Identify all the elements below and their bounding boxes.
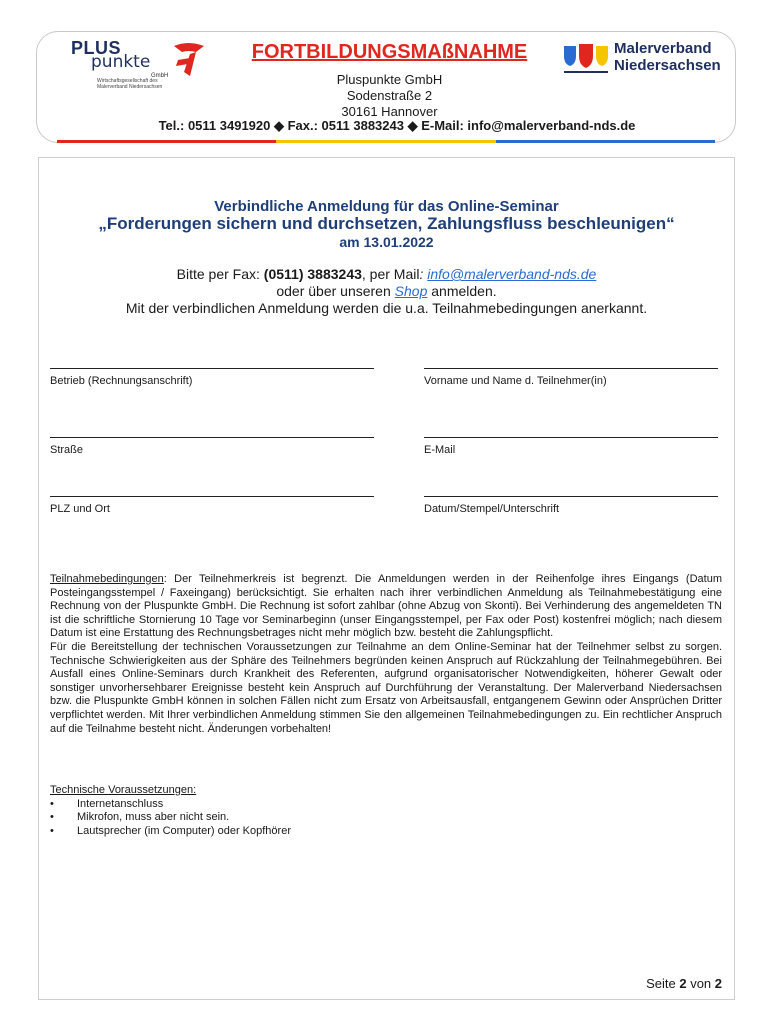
page-total: 2 bbox=[714, 976, 722, 991]
shop-prefix: oder über unseren bbox=[276, 283, 395, 299]
street-field-line bbox=[50, 437, 374, 438]
document-title: FORTBILDUNGSMAßNAHME bbox=[251, 41, 528, 63]
logo-plus-text: PLUS bbox=[71, 38, 122, 58]
list-item: • Mikrofon, muss aber nicht sein. bbox=[50, 811, 650, 825]
email-field[interactable] bbox=[424, 437, 718, 456]
mail-colon: : bbox=[419, 266, 428, 282]
company-city: 30161 Hannover bbox=[341, 104, 438, 119]
email-field-line bbox=[424, 437, 718, 438]
red-brush-mark-icon bbox=[170, 40, 206, 80]
street-field-label: Straße bbox=[50, 444, 84, 456]
pluspunkte-logo bbox=[67, 38, 207, 100]
page-prefix: Seite bbox=[646, 976, 680, 991]
email-field-label: E-Mail bbox=[424, 444, 456, 456]
page-number bbox=[646, 976, 722, 991]
shop-suffix: anmelden. bbox=[427, 283, 497, 299]
letterhead bbox=[36, 31, 736, 143]
mail-prefix: , per Mail bbox=[361, 266, 420, 282]
company-field-line bbox=[50, 368, 374, 369]
page-current: 2 bbox=[679, 976, 687, 991]
fax-prefix: Bitte per Fax: bbox=[176, 266, 264, 282]
signature-field-label: Datum/Stempel/Unterschrift bbox=[424, 503, 560, 515]
participant-field[interactable] bbox=[424, 368, 718, 387]
tech-label: Technische Voraussetzungen: bbox=[50, 784, 197, 796]
fax-number: (0511) 3883243 bbox=[263, 266, 362, 282]
page-mid: von bbox=[686, 976, 715, 991]
zip-city-field[interactable] bbox=[50, 496, 374, 515]
logo-line-2: Niedersachsen bbox=[614, 57, 721, 74]
instruction-line-2 bbox=[38, 283, 735, 299]
logo-subtitle: Wirtschaftsgesellschaft des Malerverband Niedersachsen bbox=[97, 78, 163, 90]
company-field[interactable] bbox=[50, 368, 374, 387]
signature-field[interactable] bbox=[424, 496, 718, 515]
coat-of-arms-shields-icon bbox=[562, 42, 610, 76]
street-field[interactable] bbox=[50, 437, 374, 456]
tech-requirements bbox=[50, 784, 650, 838]
participant-field-line bbox=[424, 368, 718, 369]
zip-city-field-line bbox=[50, 496, 374, 497]
registration-heading: Verbindliche Anmeldung für das Online-Seminar bbox=[214, 198, 559, 215]
shop-link[interactable]: Shop bbox=[394, 283, 428, 299]
email-link[interactable]: info@malerverband-nds.de bbox=[427, 266, 597, 282]
company-street: Sodenstraße 2 bbox=[346, 88, 433, 103]
header-color-bar bbox=[57, 140, 715, 143]
instruction-line-3: Mit der verbindlichen Anmeldung werden die u.a. Teilnahmebedingungen anerkannt. bbox=[125, 300, 648, 316]
participant-field-label: Vorname und Name d. Teilnehmer(in) bbox=[424, 375, 607, 387]
seminar-title: „Forderungen sichern und durchsetzen, Zahlungsfluss beschleunigen“ bbox=[98, 214, 675, 233]
terms-paragraph-2: Für die Bereitstellung der technischen Voraussetzungen zur Teilnahme an dem Online-Seminar hat der Teilnehmer selbst zu sorgen. Technische Schwierigkeiten aus der Sphäre des Teilnehmers begründen keinen Anspruch auf Rückzahlung der Teilnahmegebühren. Bei Ausfall eines Online-Seminars durch Krankheit des Referenten, aufgrund organisatorischer Notwendigkeiten, höherer Gewalt oder sonstiger unvorhersehbarer Ereignisse besteht kein Anspruch auf Durchführung der Veranstaltung. Der Malerverband Niedersachsen bzw. die Pluspunkte GmbH können in solchen Fällen nicht zum Ersatz von Arbeitsausfall, entgangenem Gewinn oder Ansprüchen Dritter verpflichtet werden. Mit Ihrer verbindlichen Anmeldung stimmen Sie den allgemeinen Teilnahmebedingungen zu. Ein rechtlicher Anspruch auf die Teilnahme besteht nicht. Änderungen vorbehalten! bbox=[50, 640, 722, 735]
malerverband-logo bbox=[562, 40, 732, 90]
contact-line: Tel.: 0511 3491920 ◆ Fax.: 0511 3883243 ◆ E-Mail: info@malerverband-nds.de bbox=[158, 118, 636, 133]
tech-list bbox=[50, 798, 650, 839]
signature-field-line bbox=[424, 496, 718, 497]
company-name: Pluspunkte GmbH bbox=[336, 72, 443, 87]
logo-gmbh-text: GmbH bbox=[151, 73, 169, 79]
logo-line-1: Malerverband bbox=[614, 40, 712, 57]
list-item: • Lautsprecher (im Computer) oder Kopfhörer bbox=[50, 825, 650, 839]
instruction-line-1 bbox=[38, 266, 735, 282]
company-field-label: Betrieb (Rechnungsanschrift) bbox=[50, 375, 193, 387]
list-item: • Internetanschluss bbox=[50, 798, 650, 812]
terms-paragraph-1 bbox=[50, 573, 722, 641]
terms-text-1: : Der Teilnehmerkreis ist begrenzt. Die Anmeldungen werden in der Reihenfolge ihres Eingangs (Datum Posteingangsstempel / Faxeingang) berücksichtigt. Sie erhalten nach ihrer verbindlichen Anmeldung als Teilnahmebestätigung eine Rechnung von der Pluspunkte GmbH. Die Rechnung ist sofort zahlbar (ohne Abzug von Skonti). Bei Verhinderung des angemeldeten TN ist die schriftliche Stornierung 10 Tage vor Seminarbeginn (unser Eingangsstempel, per Fax oder Post) kostenfrei möglich; nach diesem Datum ist eine Erstattung des Rechnungsbetrages nicht mehr möglich bzw. besteht die Zahlungspflicht. bbox=[50, 573, 722, 640]
zip-city-field-label: PLZ und Ort bbox=[50, 503, 110, 515]
terms-section bbox=[50, 573, 722, 736]
terms-label: Teilnahmebedingungen bbox=[50, 573, 164, 585]
logo-punkte-text: punkte bbox=[91, 52, 151, 72]
seminar-date: am 13.01.2022 bbox=[339, 234, 434, 250]
